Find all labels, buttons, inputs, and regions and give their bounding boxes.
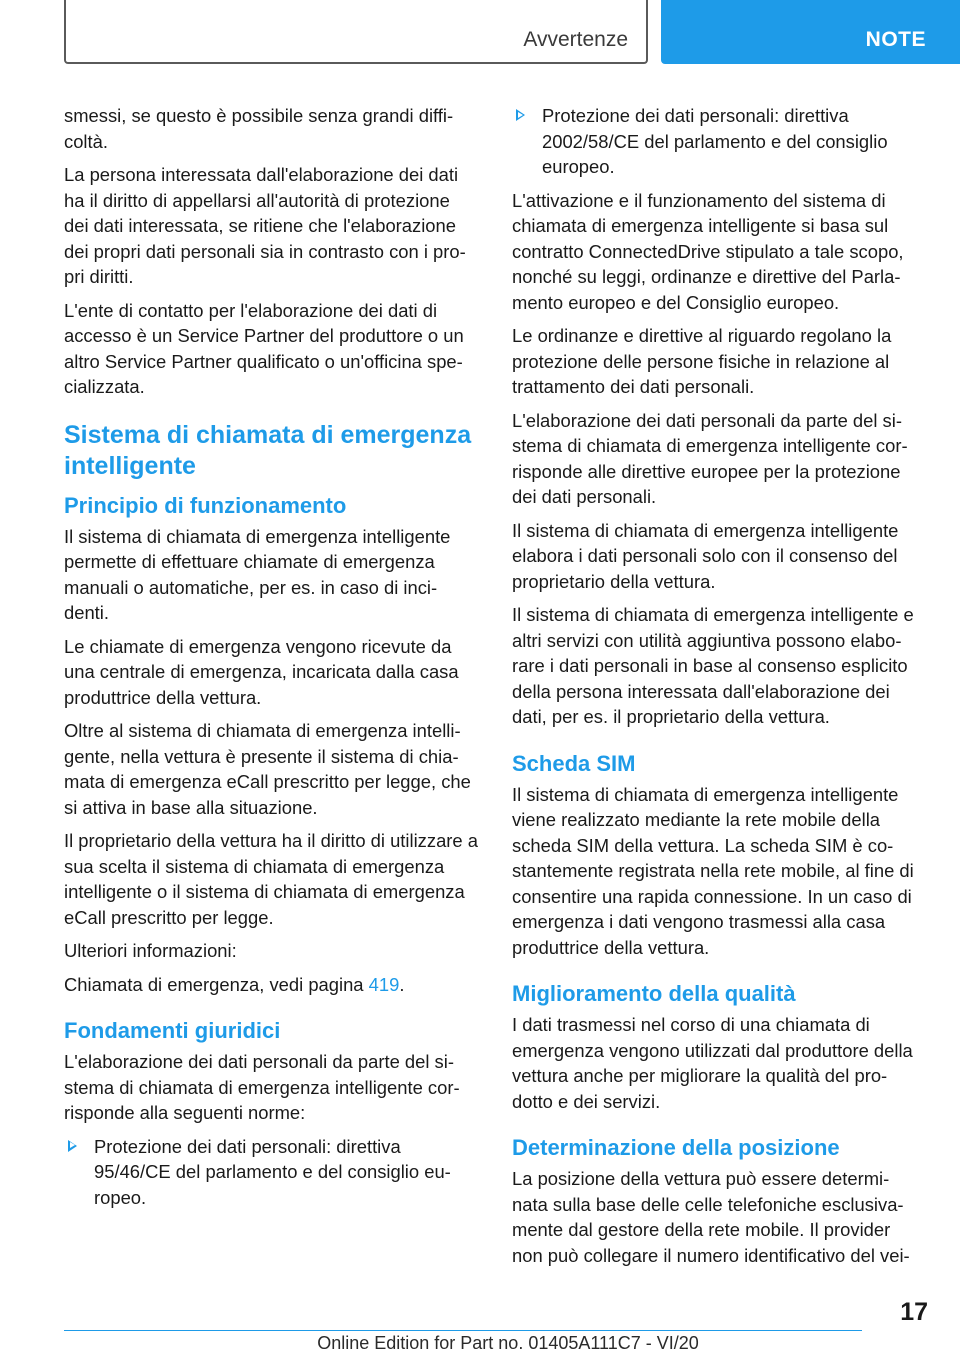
list-item-text: Protezione dei dati personali: direttiva 95/46/CE del parlamento e del consiglio eu‐ ropeo. — [94, 1135, 451, 1208]
paragraph: La persona interessata dall'elaborazione dei dati ha il diritto di appellarsi all'autorità di protezione dei dati interessata, se ritiene che l'elaborazione dei propri dati personali sia in contrasto con i pro‐ pri diritti. — [64, 164, 466, 287]
subheading-sim-card: Scheda SIM — [512, 750, 636, 776]
header-chapter-tab — [661, 0, 960, 64]
cross-reference-text: Chiamata di emergenza, vedi pagina — [64, 973, 369, 995]
paragraph: Il sistema di chiamata di emergenza intelligente permette di effettuare chiamate di emergenza manuali o automatiche, per es. in caso di inci‐ denti. — [64, 525, 451, 623]
paragraph: L'ente di contatto per l'elaborazione dei dati di accesso è un Service Partner del produttore o un altro Service Partner qualificato o un'officina spe‐ cializzata. — [64, 299, 464, 397]
footer-divider — [64, 1330, 862, 1331]
paragraph: Ulteriori informazioni: — [64, 940, 237, 961]
paragraph: L'elaborazione dei dati personali da parte del si‐ stema di chiamata di emergenza intelligente cor‐ risponde alla seguenti norme: — [64, 1051, 460, 1123]
paragraph: Il sistema di chiamata di emergenza intelligente viene realizzato mediante la rete mobile della scheda SIM della vettura. La scheda SIM è co‐ stantemente registrata nella rete mobile, al fine di consentire una rapida connessione. In un caso di emergenza i dati vengono trasmessi alla casa produttrice della vettura. — [512, 783, 914, 958]
paragraph: Le chiamate di emergenza vengono ricevute da una centrale di emergenza, incaricata dalla casa produttrice della vettura. — [64, 635, 459, 708]
paragraph: La posizione della vettura può essere determi‐ nata sulla base delle celle telefoniche esclusiva‐ mente dal gestore della rete mobile. Il provider non può collegare il numero identificativo del vei‐ — [512, 1168, 910, 1266]
header-chapter-title: NOTE — [865, 28, 926, 51]
paragraph: Il proprietario della vettura ha il diritto di utilizzare a sua scelta il sistema di chiamata di emergenza intelligente o il sistema di chiamata di emergenza eCall prescritto per legge. — [64, 830, 478, 928]
paragraph: Il sistema di chiamata di emergenza intelligente e altri servizi con utilità aggiuntiva possono elabo‐ rare i dati personali in base al consenso esplicito della persona interessata dall'elaborazione dei dati, per es. il proprietario della vettura. — [512, 604, 914, 727]
list-item-text: Protezione dei dati personali: direttiva 2002/58/CE del parlamento e del consiglio europeo. — [542, 105, 888, 177]
list-item — [512, 103, 926, 180]
page-link-419[interactable]: 419 — [368, 973, 400, 995]
header-section-tab — [64, 0, 648, 64]
subheading-legal-basis: Fondamenti giuridici — [64, 1018, 281, 1043]
left-column — [64, 103, 478, 1218]
paragraph: Il sistema di chiamata di emergenza intelligente elabora i dati personali solo con il consenso del proprietario della vettura. — [512, 519, 899, 592]
page-number: 17 — [900, 1298, 928, 1326]
right-column — [512, 103, 926, 1276]
subheading-principle: Principio di funzionamento — [64, 492, 347, 518]
paragraph: L'elaborazione dei dati personali da parte del si‐ stema di chiamata di emergenza intelligente cor‐ risponde alle direttive europee per la protezione dei dati personali. — [512, 409, 908, 507]
subheading-position: Determinazione della posizione — [512, 1135, 840, 1160]
triangle-bullet-icon — [68, 1140, 77, 1152]
paragraph: smessi, se questo è possibile senza grandi diffi‐ coltà. — [64, 105, 454, 152]
header-section-title: Avvertenze — [523, 28, 628, 51]
cross-reference — [64, 972, 478, 998]
bullet-list — [64, 1134, 478, 1211]
list-item — [64, 1134, 478, 1211]
paragraph: I dati trasmessi nel corso di una chiamata di emergenza vengono utilizzati dal produttore della vettura anche per migliorare la qualità del pro‐ dotto e dei servizi. — [512, 1014, 913, 1112]
section-heading-emergency-call: Sistema di chiamata di emergenza intelligente — [64, 420, 472, 480]
subheading-quality: Miglioramento della qualità — [512, 981, 796, 1006]
paragraph: Oltre al sistema di chiamata di emergenza intelli‐ gente, nella vettura è presente il sistema di chia‐ mata di emergenza eCall prescritto per legge, che si attiva in base alla situazione. — [64, 720, 471, 818]
bullet-list — [512, 103, 926, 180]
footer-edition: Online Edition for Part no. 01405A111C7 - VI/20 — [317, 1333, 699, 1353]
paragraph: L'attivazione e il funzionamento del sistema di chiamata di emergenza intelligente si basa sul contratto ConnectedDrive stipulato a tale scopo, nonché su leggi, ordinanze e direttive del Parla‐ mento europeo e del Consiglio europeo. — [512, 189, 904, 313]
cross-reference-end: . — [399, 973, 405, 995]
triangle-bullet-icon — [516, 109, 525, 121]
paragraph: Le ordinanze e direttive al riguardo regolano la protezione delle persone fisiche in relazione al trattamento dei dati personali. — [512, 325, 892, 397]
